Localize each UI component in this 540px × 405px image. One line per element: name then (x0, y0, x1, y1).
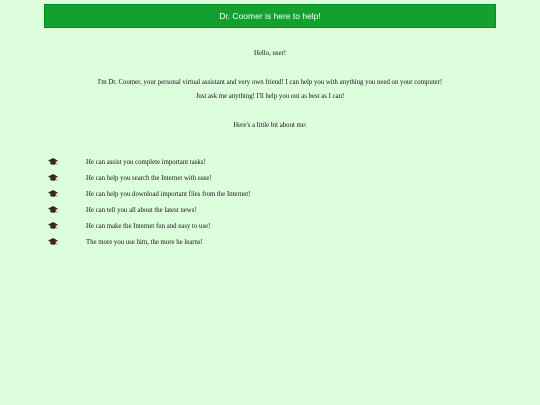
feature-list (48, 154, 488, 250)
feature-text: He can tell you all about the latest news! (86, 206, 197, 214)
list-item (48, 218, 488, 234)
graduation-cap-icon (48, 189, 58, 199)
about-heading: Here's a little bit about me: (233, 122, 307, 129)
list-item (48, 170, 488, 186)
list-item (48, 154, 488, 170)
graduation-cap-icon (48, 173, 58, 183)
graduation-cap-icon (48, 157, 58, 167)
feature-text: He can help you search the Internet with ease! (86, 174, 212, 182)
greeting-text: Hello, user! (253, 50, 287, 57)
feature-text: He can make the Internet fun and easy to use! (86, 222, 211, 230)
graduation-cap-icon (48, 221, 58, 231)
header-title: Dr. Coomer is here to help! (219, 11, 321, 21)
list-item (48, 234, 488, 250)
graduation-cap-icon (48, 237, 58, 247)
graduation-cap-icon (48, 205, 58, 215)
list-item (48, 202, 488, 218)
intro-line-1: I'm Dr. Coomer, your personal virtual assistant and very own friend! I can help you with anything you need on your computer! (97, 79, 443, 86)
list-item (48, 186, 488, 202)
feature-text: He can assist you complete important tasks! (86, 158, 206, 166)
feature-text: He can help you download important files from the Internet! (86, 190, 251, 198)
feature-text: The more you use him, the more he learns! (86, 238, 203, 246)
intro-line-2: Just ask me anything! I'll help you out as best as I can! (195, 93, 345, 100)
header-bar (44, 4, 496, 28)
